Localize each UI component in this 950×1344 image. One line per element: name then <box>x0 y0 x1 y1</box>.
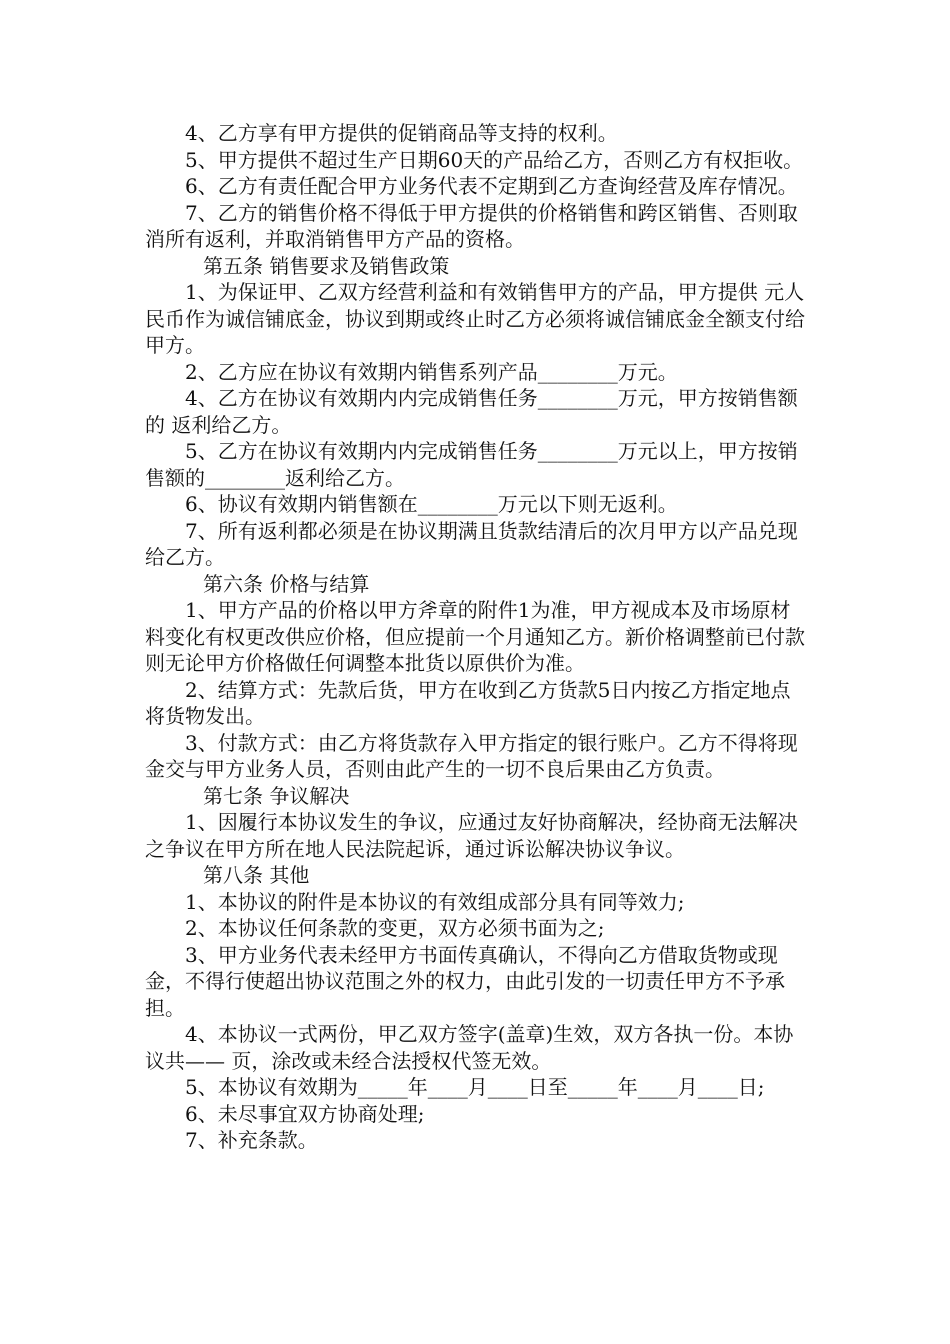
clause-item: 5、乙方在协议有效期内内完成销售任务________万元以上，甲方按销售额的________返利给乙方。 <box>145 439 798 490</box>
clause-item: 7、补充条款。 <box>185 1128 318 1152</box>
clause-item: 5、甲方提供不超过生产日期60天的产品给乙方，否则乙方有权拒收。 <box>185 147 804 172</box>
clause-item: 1、本协议的附件是本协议的有效组成部分具有同等效力; <box>185 889 685 914</box>
clause-item: 2、结算方式：先款后货，甲方在收到乙方货款5日内按乙方指定地点将货物发出。 <box>145 677 791 728</box>
clause-item: 3、付款方式：由乙方将货款存入甲方指定的银行账户。乙方不得将现金交与甲方业务人员，否则由此产生的一切不良后果由乙方负责。 <box>145 730 798 781</box>
clause-item: 6、协议有效期内销售额在________万元以下则无返利。 <box>185 492 678 516</box>
section-heading: 第五条 销售要求及销售政策 <box>203 253 450 278</box>
clause-item: 4、本协议一式两份，甲乙双方签字(盖章)生效，双方各执一份。本协议共—— 页，涂改或未经合法授权代签无效。 <box>145 1022 794 1073</box>
clause-item: 4、乙方享有甲方提供的促销商品等支持的权利。 <box>185 121 618 145</box>
clause-item: 6、乙方有责任配合甲方业务代表不定期到乙方查询经营及库存情况。 <box>185 174 798 198</box>
clause-item: 7、乙方的销售价格不得低于甲方提供的价格销售和跨区销售、否则取消所有返利，并取消销售甲方产品的资格。 <box>145 200 798 251</box>
clause-item: 2、本协议任何条款的变更，双方必须书面为之; <box>185 916 605 940</box>
clause-item: 1、甲方产品的价格以甲方斧章的附件1为准，甲方视成本及市场原材料变化有权更改供应价格，但应提前一个月通知乙方。新价格调整前已付款则无论甲方价格做任何调整本批货以原供价为准。 <box>145 598 805 675</box>
clause-item: 2、乙方应在协议有效期内销售系列产品________万元。 <box>185 359 678 384</box>
clause-item: 7、所有返利都必须是在协议期满且货款结清后的次月甲方以产品兑现给乙方。 <box>145 518 798 569</box>
clause-item: 1、为保证甲、乙双方经营利益和有效销售甲方的产品，甲方提供 元人民币作为诚信铺底金，协议到期或终止时乙方必须将诚信铺底金全额支付给甲方。 <box>145 280 805 357</box>
section-heading: 第八条 其他 <box>203 863 310 887</box>
clause-item: 3、甲方业务代表未经甲方书面传真确认，不得向乙方借取货物或现金，不得行使超出协议范围之外的权力，由此引发的一切责任甲方不予承担。 <box>145 942 785 1020</box>
clause-item: 4、乙方在协议有效期内内完成销售任务________万元，甲方按销售额的 返利给乙方。 <box>145 386 798 437</box>
section-heading: 第六条 价格与结算 <box>203 571 370 596</box>
section-heading: 第七条 争议解决 <box>203 783 350 808</box>
document-body <box>145 120 810 1154</box>
clause-item: 1、因履行本协议发生的争议，应通过友好协商解决，经协商无法解决之争议在甲方所在地人民法院起诉，通过诉讼解决协议争议。 <box>145 810 798 861</box>
clause-item: 5、本协议有效期为_____年____月____日至_____年____月____日; <box>185 1075 765 1099</box>
clause-item: 6、未尽事宜双方协商处理; <box>185 1101 425 1126</box>
